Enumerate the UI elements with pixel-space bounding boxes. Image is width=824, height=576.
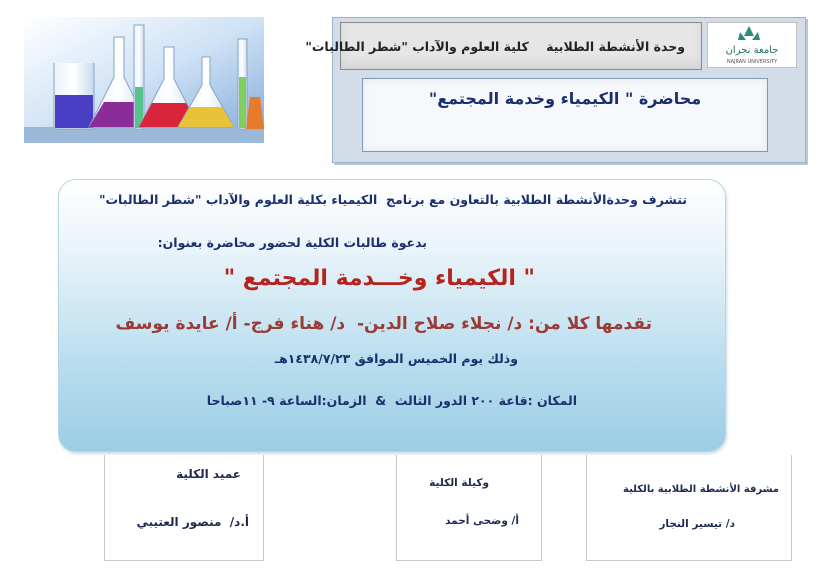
logo-name-ar: جامعة نجران [725,45,779,56]
signature-supervisor [586,455,792,561]
dean-title: عميد الكلية [176,467,241,481]
lecture-title-box [362,78,768,152]
logo-name-en: NAJRAN UNIVERSITY [726,59,778,65]
date-line: وذلك يوم الخميس الموافق ١٤٣٨/٧/٢٣هـ [274,351,518,366]
place-time-line: المكان :قاعة ٢٠٠ الدور الثالث & الزمان:الساعة ٩- ١١صباحا [206,393,577,408]
invitation-call: بدعوة طالبات الكلية لحضور محاضرة بعنوان: [157,235,427,250]
lecture-title: محاضرة " الكيمياء وخدمة المجتمع" [428,89,702,108]
signature-dean [104,455,264,561]
signature-vice-dean [396,455,542,561]
unit-text: وحدة الأنشطة الطلابية كلية العلوم والآداب "شطر الطالبات" [305,38,685,54]
presenters-line: تقدمها كلا من: د/ نجلاء صلاح الدين- د/ هناء فرج- أ/ عايدة يوسف [115,314,652,334]
unit-banner [305,22,702,70]
vice-dean-title: وكيلة الكلية [429,477,489,489]
supervisor-title: مشرفة الأنشطة الطلابية بالكلية [623,484,779,495]
vice-dean-name: أ/ وضحى أحمد [445,515,519,527]
university-logo [707,22,797,68]
invitation-card [58,179,726,452]
lecture-main-title: " الكيمياء وخـــدمة المجتمع " [223,266,535,291]
invitation-intro: تتشرف وحدةالأنشطة الطلابية بالتعاون مع برنامج الكيمياء بكلية العلوم والآداب "شطر الطالبات" [98,192,687,207]
dean-name: أ.د/ منصور العتيبي [136,515,249,529]
lab-glassware-image [24,17,264,143]
supervisor-name: د/ تيسير النجار [659,518,735,530]
